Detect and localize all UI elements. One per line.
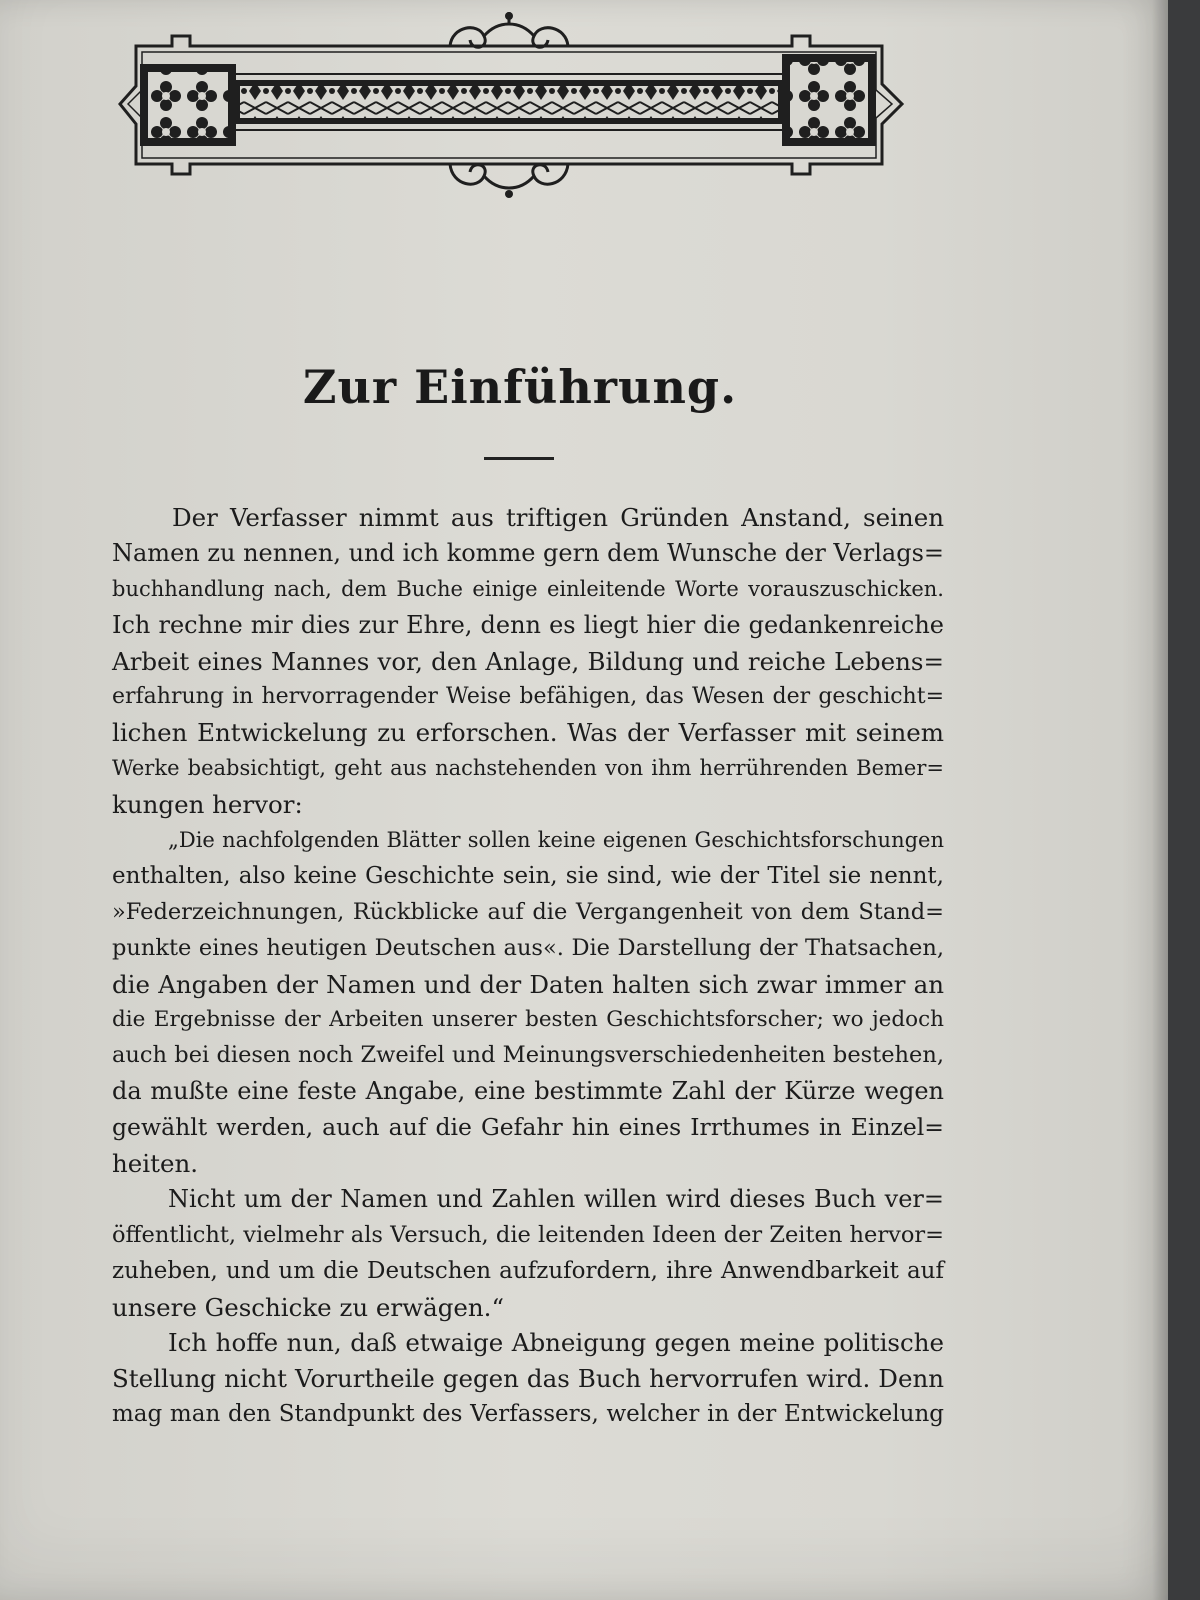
text-line: enthalten, also keine Geschichte sein, sie sind, wie der Titel sie nennt, xyxy=(112,862,944,889)
text-line: da mußte eine feste Angabe, eine bestimmte Zahl der Kürze wegen xyxy=(112,1077,944,1106)
text-line: die Ergebnisse der Arbeiten unserer besten Geschichtsforscher; wo jedoch xyxy=(112,1007,944,1033)
text-line: auch bei diesen noch Zweifel und Meinungsverschiedenheiten bestehen, xyxy=(112,1042,944,1069)
text-line: Arbeit eines Mannes vor, den Anlage, Bildung und reiche Lebens= xyxy=(112,646,944,676)
page-title: Zur Einführung. xyxy=(302,360,738,414)
text-line: punkte eines heutigen Deutschen aus«. Die Darstellung der Thatsachen, xyxy=(112,934,944,961)
text-line: »Federzeichnungen, Rückblicke auf die Vergangenheit von dem Stand= xyxy=(112,898,944,925)
ornamental-header-band-icon xyxy=(112,6,924,202)
text-line: unsere Geschicke zu erwägen.“ xyxy=(112,1292,504,1322)
text-line: Werke beabsichtigt, geht aus nachstehenden von ihm herrührenden Bemer= xyxy=(112,756,944,781)
text-line: kungen hervor: xyxy=(112,790,303,820)
text-line: Ich rechne mir dies zur Ehre, denn es liegt hier die gedankenreiche xyxy=(112,610,944,639)
text-line: mag man den Standpunkt des Verfassers, welcher in der Entwickelung xyxy=(112,1401,944,1428)
text-line: lichen Entwickelung zu erforschen. Was der Verfasser mit seinem xyxy=(112,718,944,748)
body-text xyxy=(112,500,944,1433)
text-line: heiten. xyxy=(112,1149,199,1179)
text-line: „Die nachfolgenden Blätter sollen keine eigenen Geschichtsforschungen xyxy=(168,828,944,853)
text-line: öffentlicht, vielmehr als Versuch, die leitenden Ideen der Zeiten hervor= xyxy=(112,1221,944,1248)
text-line: Der Verfasser nimmt aus triftigen Gründen Anstand, seinen xyxy=(172,503,944,532)
title-rule-divider xyxy=(484,457,554,460)
text-line: buchhandlung nach, dem Buche einige einleitende Worte vorauszuschicken. xyxy=(112,576,944,601)
text-line: Stellung nicht Vorurtheile gegen das Buch hervorrufen wird. Denn xyxy=(112,1364,944,1394)
text-line: die Angaben der Namen und der Daten halten sich zwar immer an xyxy=(112,969,944,999)
text-line: Nicht um der Namen und Zahlen willen wird dieses Buch ver= xyxy=(168,1184,944,1213)
text-line: zuheben, und um die Deutschen aufzufordern, ihre Anwendbarkeit auf xyxy=(112,1257,944,1284)
text-line: gewählt werden, auch auf die Gefahr hin eines Irrthumes in Einzel= xyxy=(112,1113,944,1142)
text-line: erfahrung in hervorragender Weise befähigen, das Wesen der geschicht= xyxy=(112,684,944,710)
text-line: Namen zu nennen, und ich komme gern dem Wunsche der Verlags= xyxy=(112,538,945,567)
text-line: Ich hoffe nun, daß etwaige Abneigung gegen meine politische xyxy=(168,1328,944,1358)
page-edge-shadow xyxy=(1152,0,1168,1600)
